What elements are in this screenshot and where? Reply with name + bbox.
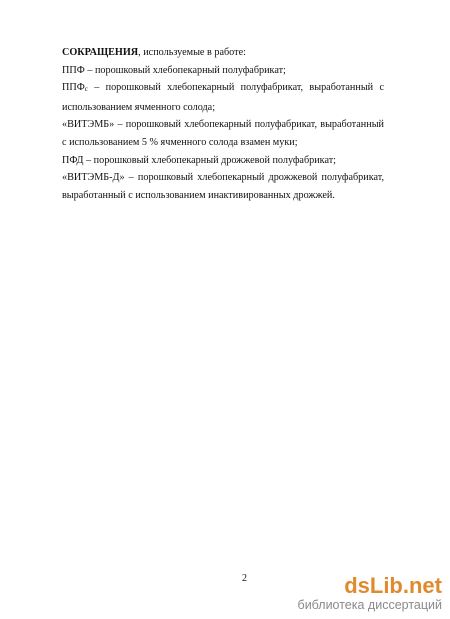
abbreviation-entry — [62, 62, 384, 80]
watermark-subtitle: библиотека диссертаций — [297, 598, 442, 612]
logo-ds: ds — [344, 573, 370, 598]
entry-term: ППФ — [62, 82, 85, 94]
logo-lib: Lib — [369, 573, 403, 598]
abbreviation-entry — [62, 116, 384, 151]
entry-text: – порошковый хлебопекарный полуфабрикат, выработанный с использованием 5 % ячменного солода взамен муки; — [62, 119, 384, 148]
entry-text: – порошковый хлебопекарный полуфабрикат, выработанный с использованием ячменного солода; — [62, 82, 384, 113]
entry-text: – порошковый хлебопекарный дрожжевой полуфабрикат, выработанный с использованием инактивированных дрожжей. — [62, 172, 384, 201]
entry-text: – порошковый хлебопекарный полуфабрикат; — [84, 64, 286, 76]
entry-term: «ВИТЭМБ» — [62, 119, 115, 131]
entry-term-subscript: с — [84, 85, 88, 94]
abbreviation-entry — [62, 79, 384, 116]
entry-term: ПФД — [62, 154, 84, 166]
dslib-logo — [298, 575, 442, 597]
abbreviation-entry — [62, 169, 384, 204]
entry-text: – порошковый хлебопекарный дрожжевой полуфабрикат; — [83, 154, 337, 166]
heading-rest: , используемые в работе: — [138, 47, 246, 58]
entry-term: «ВИТЭМБ-Д» — [62, 172, 125, 184]
heading-bold: СОКРАЩЕНИЯ — [62, 47, 139, 58]
logo-net: .net — [402, 573, 442, 598]
page-number: 2 — [242, 573, 247, 584]
abbreviations-section — [62, 44, 384, 204]
dslib-watermark[interactable] — [298, 575, 442, 613]
entry-term: ППФ — [62, 64, 85, 76]
abbreviation-entry — [62, 152, 384, 170]
section-heading — [62, 44, 384, 62]
